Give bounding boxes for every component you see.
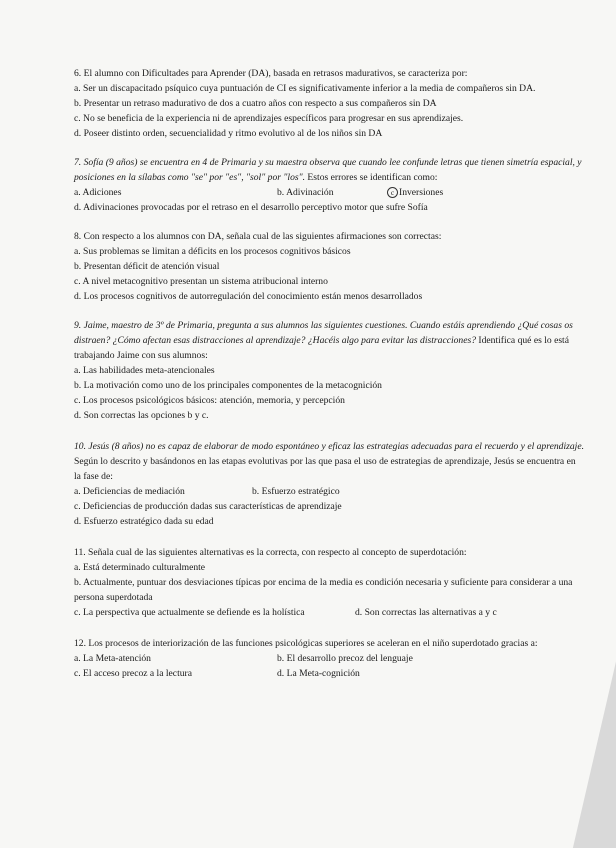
option-d: d. La Meta-cognición: [277, 668, 360, 679]
option-c: c. No se beneficia de la experiencia ni de aprendizajes específicos para progresar en sus aprendizajes.: [74, 113, 464, 124]
option-d: d. Los procesos cognitivos de autorregulación del conocimiento están menos desarrollados: [74, 291, 423, 302]
question-stem: 12. Los procesos de interiorización de las funciones psicológicas superiores se aceleran en el niño superdotado gracias a:: [74, 638, 538, 649]
option-d: d. Son correctas las opciones b y c.: [74, 410, 209, 421]
question-stem: [74, 318, 584, 363]
question-stem: 11. Señala cual de las siguientes alternativas es la correcta, con respecto al concepto de superdotación:: [74, 547, 467, 558]
option-b: b. Adivinación: [277, 187, 334, 198]
option-c: c. La perspectiva que actualmente se defiende es la holística: [74, 607, 305, 618]
options-row: [74, 484, 584, 499]
option-d: d. Son correctas las alternativas a y c: [355, 607, 497, 618]
question-12: [74, 636, 584, 681]
option-c: c. El acceso precoz a la lectura: [74, 668, 192, 679]
question-8: [74, 229, 584, 304]
option-b: b. Esfuerzo estratégico: [252, 486, 340, 497]
question-stem-italic: 10. Jesús (8 años) no es capaz de elaborar de modo espontáneo y eficaz las estrategias adecuadas para el recuerdo y el aprendizaje.: [74, 441, 584, 452]
question-stem-plain: Según lo descrito y basándonos en las etapas evolutivas por las que pasa el uso de estrategias de aprendizaje, Jesús se encuentra en la fase de:: [74, 456, 576, 482]
question-stem-italic: 7. Sofía (9 años) se encuentra en 4 de Primaria y su maestra observa que cuando lee confunde letras que tienen simetría espacial, y posiciones en la sílabas como "se" por "es", "sol" por "los".: [74, 157, 582, 183]
question-11: [74, 545, 584, 620]
option-b: b. La motivación como uno de los principales componentes de la metacognición: [74, 380, 382, 391]
option-c-label: Inversiones: [399, 187, 444, 198]
question-stem: 8. Con respecto a los alumnos con DA, señala cual de las siguientes afirmaciones son correctas:: [74, 231, 442, 242]
exam-content: [74, 66, 584, 692]
option-d: d. Adivinaciones provocadas por el retraso en el desarrollo perceptivo motor que sufre Sofía: [74, 202, 428, 213]
option-a: a. Las habilidades meta-atencionales: [74, 365, 215, 376]
option-d: d. Esfuerzo estratégico dada su edad: [74, 516, 214, 527]
option-b: b. Presentan déficit de atención visual: [74, 261, 220, 272]
option-c: [387, 185, 443, 200]
question-stem: [74, 439, 584, 484]
option-a: a. Sus problemas se limitan a déficits en los procesos cognitivos básicos: [74, 246, 351, 257]
question-6: [74, 66, 584, 141]
question-stem-plain: Estos errores se identifican como:: [305, 172, 438, 183]
options-row: [74, 605, 584, 620]
option-b: b. Actualmente, puntuar dos desviaciones típicas por encima de la media es condición necesaria y suficiente para considerar a una persona superdotada: [74, 577, 573, 603]
question-stem-italic: 9. Jaime, maestro de 3º de Primaria, pregunta a sus alumnos las siguientes cuestiones. Cuando estáis aprendiendo ¿Qué cosas os distraen? ¿Cómo afectan esas distracciones al aprendizaje? ¿Hacéis algo para evitar las distracciones?: [74, 320, 573, 346]
option-d: d. Poseer distinto orden, secuencialidad y ritmo evolutivo al de los niños sin DA: [74, 128, 383, 139]
option-b: b. El desarrollo precoz del lenguaje: [277, 653, 413, 664]
question-9: [74, 318, 584, 423]
option-a: a. La Meta-atención: [74, 653, 151, 664]
option-c: c. A nivel metacognitivo presentan un sistema atribucional interno: [74, 276, 328, 287]
question-10: [74, 439, 584, 529]
option-a: a. Deficiencias de mediación: [74, 486, 185, 497]
options-row: [74, 666, 584, 681]
option-c: c. Deficiencias de producción dadas sus características de aprendizaje: [74, 501, 342, 512]
option-a: a. Ser un discapacitado psíquico cuya puntuación de CI es significativamente inferior a la media de compañeros sin DA.: [74, 83, 536, 94]
option-c: c. Los procesos psicológicos básicos: atención, memoria, y percepción: [74, 395, 345, 406]
option-a: a. Adiciones: [74, 187, 122, 198]
option-a: a. Está determinado culturalmente: [74, 562, 206, 573]
circled-answer-mark: c: [387, 187, 398, 198]
question-stem-plain: Identifica qué es lo está trabajando Jaime con sus alumnos:: [74, 335, 569, 361]
options-row: [74, 651, 584, 666]
option-b: b. Presentar un retraso madurativo de dos a cuatro años con respecto a sus compañeros sin DA: [74, 98, 437, 109]
question-stem: 6. El alumno con Dificultades para Aprender (DA), basada en retrasos madurativos, se caracteriza por:: [74, 68, 468, 79]
question-7: [74, 155, 584, 215]
options-row: [74, 185, 584, 200]
question-stem: [74, 155, 584, 185]
